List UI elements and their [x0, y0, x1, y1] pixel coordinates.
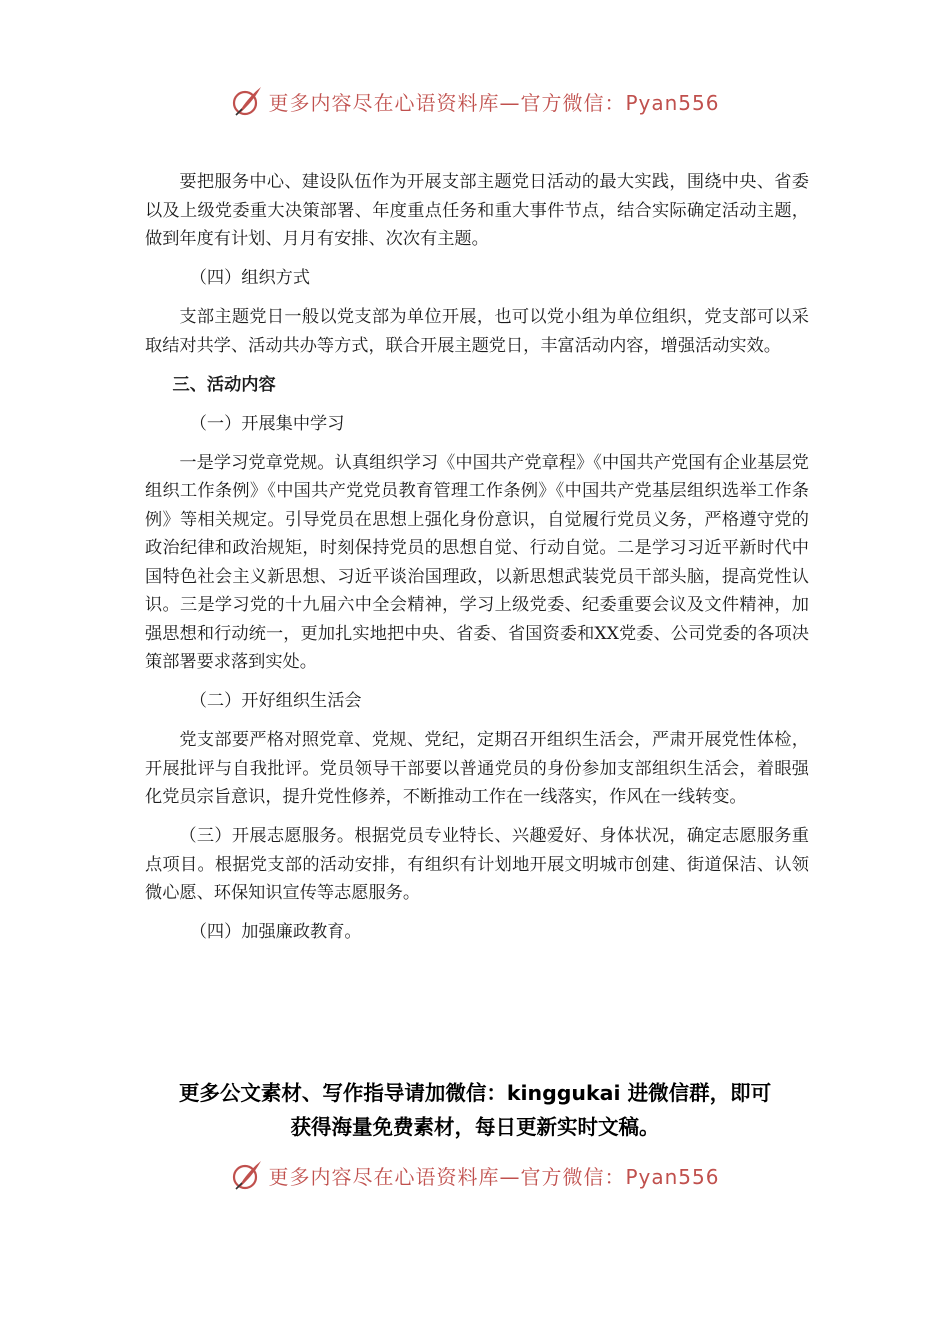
- paragraph-study: 一是学习党章党规。认真组织学习《中国共产党章程》《中国共产党国有企业基层党组织工作条例》《中国共产党党员教育管理工作条例》《中国共产党基层组织选举工作条例》等相关规定。引导党员在思想上强化身份意识，自觉履行党员义务，严格遵守党的政治纪律和政治规矩，时刻保持党员的思想自觉、行动自觉。二是学习习近平新时代中国特色社会主义新思想、习近平谈治国理政，以新思想武装党员干部头脑，提高党性认识。三是学习党的十九届六中全会精神，学习上级党委、纪委重要会议及文件精神，加强思想和行动统一，更加扎实地把中央、省委、省国资委和XX党委、公司党委的各项决策部署要求落到实处。: [145, 452, 809, 672]
- wechat-notice-line1: 更多公文素材、写作指导请加微信：kinggukai 进微信群，即可: [178, 1081, 772, 1105]
- quill-pen-logo-icon: [230, 84, 264, 118]
- section-heading-activity-content: 三、活动内容: [172, 374, 276, 395]
- header-banner-text: 更多内容尽在心语资料库—官方微信：Pyan556: [268, 90, 720, 115]
- subheading-integrity: （四）加强廉政教育。: [189, 922, 362, 942]
- subheading-organization: （四）组织方式: [189, 268, 311, 288]
- wechat-notice-line2: 获得海量免费素材，每日更新实时文稿。: [290, 1115, 660, 1139]
- footer-banner: [0, 1158, 950, 1192]
- header-banner: [0, 84, 950, 118]
- quill-pen-logo-icon: [230, 1158, 264, 1192]
- footer-banner-text: 更多内容尽在心语资料库—官方微信：Pyan556: [268, 1164, 720, 1189]
- paragraph-life-meeting: 党支部要严格对照党章、党规、党纪，定期召开组织生活会，严肃开展党性体检，开展批评与自我批评。党员领导干部要以普通党员的身份参加支部组织生活会，着眼强化党员宗旨意识，提升党性修养，不断推动工作在一线落实，作风在一线转变。: [145, 730, 809, 807]
- subheading-life-meeting: （二）开好组织生活会: [189, 691, 362, 711]
- paragraph-organization: 支部主题党日一般以党支部为单位开展，也可以党小组为单位组织，党支部可以采取结对共学、活动共办等方式，联合开展主题党日，丰富活动内容，增强活动实效。: [145, 307, 809, 356]
- subheading-study: （一）开展集中学习: [189, 413, 345, 434]
- document-body: [145, 168, 809, 957]
- wechat-notice: [0, 1076, 950, 1144]
- paragraph-volunteer: （三）开展志愿服务。根据党员专业特长、兴趣爱好、身体状况，确定志愿服务重点项目。根据党支部的活动安排，有组织有计划地开展文明城市创建、街道保洁、认领微心愿、环保知识宣传等志愿服务。: [145, 826, 809, 903]
- paragraph-theme: 要把服务中心、建设队伍作为开展支部主题党日活动的最大实践，围绕中央、省委以及上级党委重大决策部署、年度重点任务和重大事件节点，结合实际确定活动主题，做到年度有计划、月月有安排、次次有主题。: [145, 172, 809, 249]
